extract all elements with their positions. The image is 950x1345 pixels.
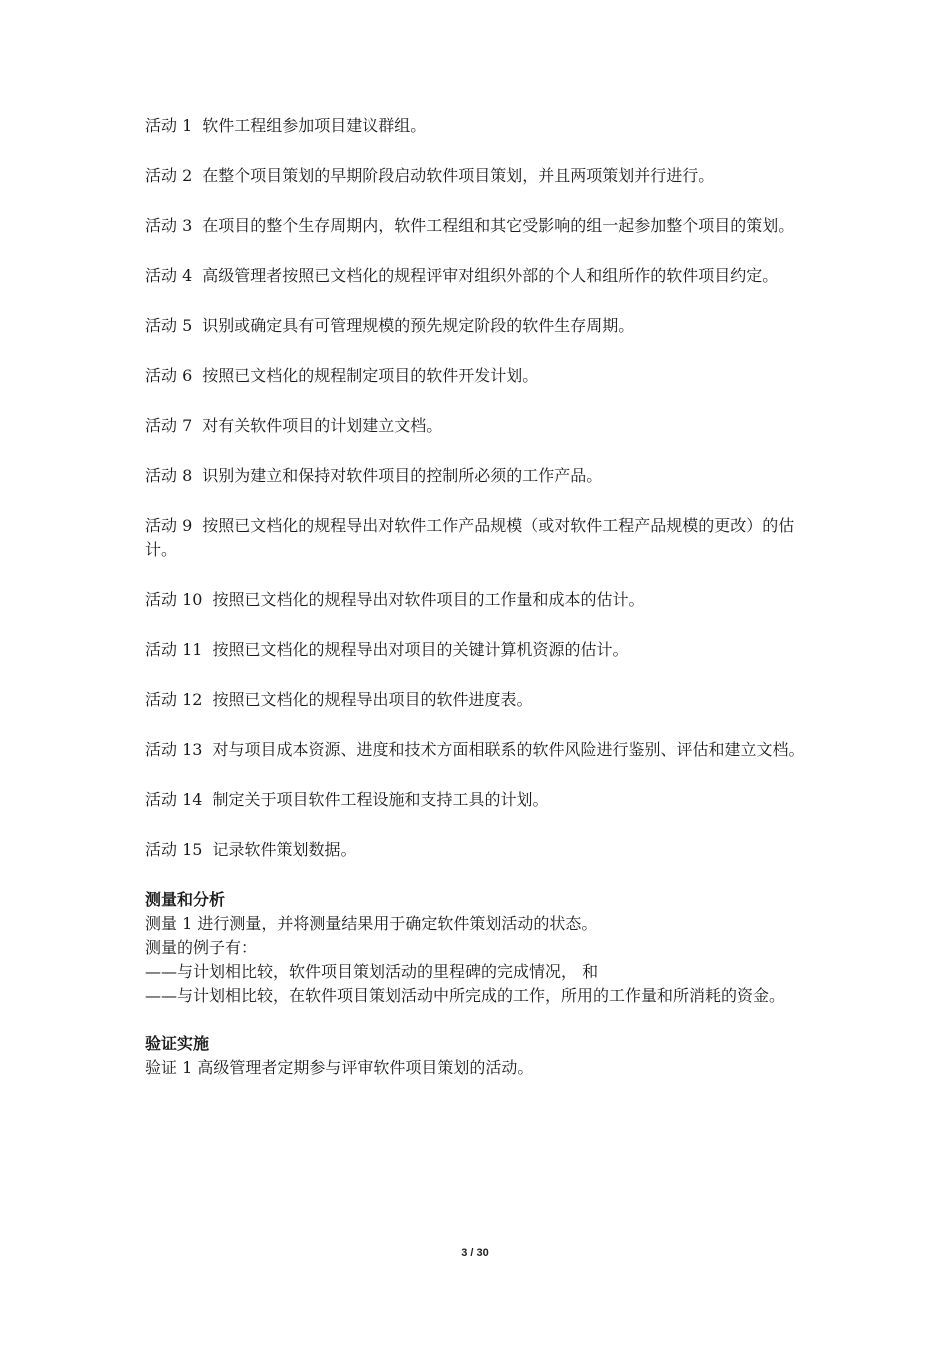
activity-text: 对与项目成本资源、进度和技术方面相联系的软件风险进行鉴别、评估和建立文档。	[212, 740, 805, 759]
activity-text: 按照已文档化的规程导出对软件项目的工作量和成本的估计。	[212, 590, 645, 609]
activity-text: 制定关于项目软件工程设施和支持工具的计划。	[212, 790, 549, 809]
activity-item	[145, 464, 810, 488]
activity-label: 活动 13	[145, 740, 203, 759]
activity-text: 按照已文档化的规程制定项目的软件开发计划。	[202, 366, 539, 385]
activity-label: 活动 15	[145, 840, 203, 859]
activity-label: 活动 10	[145, 590, 203, 609]
activity-item	[145, 414, 810, 438]
activity-label: 活动 8	[145, 466, 193, 485]
activity-text: 按照已文档化的规程导出对软件工作产品规模（或对软件工程产品规模的更改）的估计。	[145, 516, 795, 559]
measurement-line: 测量 1 进行测量，并将测量结果用于确定软件策划活动的状态。	[145, 914, 598, 933]
activity-text: 识别或确定具有可管理规模的预先规定阶段的软件生存周期。	[202, 316, 635, 335]
activity-item	[145, 264, 810, 288]
activity-text: 记录软件策划数据。	[212, 840, 357, 859]
activity-text: 按照已文档化的规程导出对项目的关键计算机资源的估计。	[212, 640, 629, 659]
activity-label: 活动 14	[145, 790, 203, 809]
activity-label: 活动 1	[145, 116, 193, 135]
activity-label: 活动 4	[145, 266, 193, 285]
activity-item	[145, 164, 810, 188]
measurement-line: 测量的例子有：	[145, 938, 258, 957]
activity-label: 活动 5	[145, 316, 193, 335]
document-body	[145, 114, 810, 1080]
verification-section	[145, 1056, 810, 1080]
activity-item	[145, 838, 810, 862]
measurement-heading: 测量和分析	[145, 890, 226, 909]
activity-item	[145, 214, 810, 238]
activity-item	[145, 314, 810, 338]
section-spacer	[145, 1008, 810, 1032]
activity-item	[145, 788, 810, 812]
activity-item	[145, 638, 810, 662]
activity-text: 对有关软件项目的计划建立文档。	[202, 416, 443, 435]
activity-label: 活动 9	[145, 516, 193, 535]
activity-item	[145, 688, 810, 712]
activity-label: 活动 2	[145, 166, 193, 185]
activity-item	[145, 738, 810, 762]
measurement-line: ——与计划相比较，软件项目策划活动的里程碑的完成情况， 和	[145, 962, 599, 981]
activity-text: 高级管理者按照已文档化的规程评审对组织外部的个人和组所作的软件项目约定。	[202, 266, 779, 285]
activity-item	[145, 114, 810, 138]
page-number: 3 / 30	[461, 1247, 489, 1259]
measurement-section	[145, 912, 810, 1008]
activity-text: 在项目的整个生存周期内，软件工程组和其它受影响的组一起参加整个项目的策划。	[202, 216, 795, 235]
activity-text: 软件工程组参加项目建议群组。	[202, 116, 427, 135]
activity-text: 按照已文档化的规程导出项目的软件进度表。	[212, 690, 533, 709]
activity-item	[145, 364, 810, 388]
verification-heading: 验证实施	[145, 1034, 210, 1053]
activity-label: 活动 6	[145, 366, 193, 385]
activity-label: 活动 11	[145, 640, 203, 659]
measurement-line: ——与计划相比较，在软件项目策划活动中所完成的工作，所用的工作量和所消耗的资金。	[145, 986, 786, 1005]
activity-label: 活动 3	[145, 216, 193, 235]
activity-text: 识别为建立和保持对软件项目的控制所必须的工作产品。	[202, 466, 603, 485]
activity-text: 在整个项目策划的早期阶段启动软件项目策划，并且两项策划并行进行。	[202, 166, 715, 185]
activity-list	[145, 114, 810, 862]
activity-label: 活动 7	[145, 416, 193, 435]
verification-line: 验证 1 高级管理者定期参与评审软件项目策划的活动。	[145, 1058, 534, 1077]
activity-item	[145, 514, 810, 562]
activity-label: 活动 12	[145, 690, 203, 709]
activity-item	[145, 588, 810, 612]
